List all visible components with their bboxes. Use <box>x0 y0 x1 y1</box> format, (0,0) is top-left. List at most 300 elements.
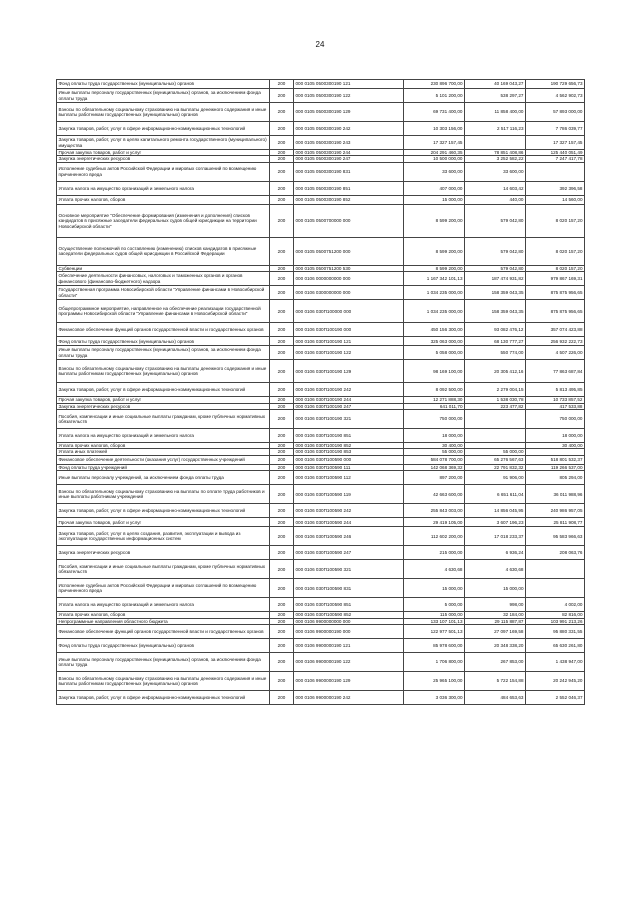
row-unexecuted-amount <box>526 579 585 598</box>
table-row <box>57 397 585 403</box>
row-name: Пособия, компенсации и иные социальные выплаты гражданам, кроме публичных нормативных обязательств <box>57 560 270 579</box>
row-classification-code: 000 0106 9900000190 122 <box>294 653 404 672</box>
row-executed-amount: 17 018 233,37 <box>465 527 526 546</box>
row-name: Прочая закупка товаров, работ и услуг <box>57 518 270 527</box>
row-unexecuted-amount: 875 875 956,65 <box>526 286 585 300</box>
table-row <box>57 122 585 136</box>
row-approved-amount: 8 092 500,00 <box>404 383 465 397</box>
row-classification-code: 000 0106 9900000190 000 <box>294 625 404 639</box>
table-row <box>57 527 585 546</box>
row-code: 200 <box>270 80 294 89</box>
row-executed-amount: 65 276 567,63 <box>465 455 526 464</box>
row-classification-code: 000 0105 0500751200 000 <box>294 237 404 265</box>
row-name: Уплата прочих налогов, сборов <box>57 443 270 449</box>
table-row <box>57 618 585 624</box>
row-code: 200 <box>270 672 294 691</box>
row-name: Прочая закупка товаров, работ и услуг <box>57 397 270 403</box>
table-row <box>57 300 585 323</box>
row-approved-amount: 5 058 000,00 <box>404 346 465 360</box>
row-unexecuted-amount: 8 020 157,20 <box>526 237 585 265</box>
row-approved-amount: 69 731 400,00 <box>404 103 465 122</box>
row-code: 200 <box>270 150 294 156</box>
row-classification-code: 000 0106 030П100590 119 <box>294 485 404 504</box>
row-classification-code: 000 0106 030П100190 853 <box>294 449 404 455</box>
row-code: 200 <box>270 286 294 300</box>
row-unexecuted-amount: 95 583 966,63 <box>526 527 585 546</box>
table-row <box>57 360 585 383</box>
row-approved-amount: 5 101 200,00 <box>404 89 465 103</box>
row-unexecuted-amount: 57 893 000,00 <box>526 103 585 122</box>
row-name: Закупка товаров, работ, услуг в сфере информационно-коммуникационных технологий <box>57 504 270 518</box>
row-classification-code: 000 0105 0500300190 129 <box>294 103 404 122</box>
budget-table <box>56 79 585 705</box>
row-name: Иные выплаты персоналу государственных (муниципальных) органов, за исключением фонда оплаты труда <box>57 653 270 672</box>
row-name: Государственная программа Новосибирской области "Управление финансами в Новосибирской области" <box>57 286 270 300</box>
row-approved-amount: 4 630,68 <box>404 560 465 579</box>
row-executed-amount: 3 607 196,23 <box>465 518 526 527</box>
row-code: 200 <box>270 443 294 449</box>
table-row <box>57 410 585 429</box>
row-executed-amount: 550 774,00 <box>465 346 526 360</box>
row-executed-amount: 40 169 043,27 <box>465 80 526 89</box>
row-approved-amount: 1 167 342 101,13 <box>404 272 465 286</box>
row-approved-amount: 8 599 200,00 <box>404 204 465 237</box>
row-name: Закупка энергетических ресурсов <box>57 403 270 409</box>
budget-table-body <box>57 80 585 705</box>
row-classification-code: 000 0105 0500300190 243 <box>294 136 404 150</box>
row-code: 200 <box>270 103 294 122</box>
row-classification-code: 000 0106 030П100590 831 <box>294 579 404 598</box>
row-name: Фонд оплаты труда государственных (муниципальных) органов <box>57 337 270 346</box>
row-executed-amount: 267 853,00 <box>465 653 526 672</box>
row-classification-code: 000 0105 0500300190 244 <box>294 150 404 156</box>
table-row <box>57 150 585 156</box>
row-approved-amount: 750 000,00 <box>404 410 465 429</box>
row-executed-amount: 579 042,80 <box>465 265 526 271</box>
row-classification-code: 000 0106 030П100590 851 <box>294 598 404 612</box>
table-row <box>57 80 585 89</box>
row-executed-amount: 93 082 476,12 <box>465 323 526 337</box>
row-approved-amount: 584 078 700,00 <box>404 455 465 464</box>
row-classification-code: 000 0106 030П100190 321 <box>294 410 404 429</box>
table-row <box>57 346 585 360</box>
row-code: 200 <box>270 639 294 653</box>
row-name: Непрограммные направления областного бюджета <box>57 618 270 624</box>
table-row <box>57 579 585 598</box>
row-approved-amount: 98 169 100,00 <box>404 360 465 383</box>
row-unexecuted-amount: 5 813 495,85 <box>526 383 585 397</box>
row-name: Исполнение судебных актов Российской Федерации и мировых соглашений по возмещению причиненного вреда <box>57 579 270 598</box>
row-classification-code: 000 0106 030П100190 244 <box>294 397 404 403</box>
row-executed-amount: 27 097 169,58 <box>465 625 526 639</box>
row-name: Основное мероприятие "Обеспечение формирования (изменения и дополнения) списков кандидатов в присяжные заседатели федеральных судов общей юрисдикции на территории Новосибирской области" <box>57 204 270 237</box>
table-row <box>57 672 585 691</box>
row-unexecuted-amount: 8 020 157,20 <box>526 265 585 271</box>
row-code: 200 <box>270 300 294 323</box>
row-code: 200 <box>270 272 294 286</box>
row-classification-code: 000 0106 030П100190 129 <box>294 360 404 383</box>
table-row <box>57 89 585 103</box>
row-name: Субвенции <box>57 265 270 271</box>
row-name: Уплата прочих налогов, сборов <box>57 195 270 204</box>
row-unexecuted-amount: 392 396,58 <box>526 181 585 195</box>
row-executed-amount: 1 538 030,78 <box>465 397 526 403</box>
row-executed-amount: 6 651 611,04 <box>465 485 526 504</box>
row-classification-code: 000 0106 030П100190 000 <box>294 323 404 337</box>
row-approved-amount: 122 977 501,13 <box>404 625 465 639</box>
row-unexecuted-amount: 190 729 656,73 <box>526 80 585 89</box>
table-row <box>57 136 585 150</box>
row-executed-amount: 2 517 116,23 <box>465 122 526 136</box>
row-code: 200 <box>270 518 294 527</box>
row-approved-amount: 12 271 888,30 <box>404 397 465 403</box>
row-unexecuted-amount: 7 786 039,77 <box>526 122 585 136</box>
row-approved-amount: 33 600,00 <box>404 162 465 181</box>
row-name: Закупка товаров, работ, услуг в целях создания, развития, эксплуатации и вывода из эксплуатации государственных информационных систем <box>57 527 270 546</box>
row-executed-amount: 14 603,42 <box>465 181 526 195</box>
row-executed-amount: 29 115 887,87 <box>465 618 526 624</box>
row-approved-amount: 897 200,00 <box>404 471 465 485</box>
row-executed-amount: 14 856 045,95 <box>465 504 526 518</box>
row-name: Пособия, компенсации и иные социальные выплаты гражданам, кроме публичных нормативных обязательств <box>57 410 270 429</box>
table-row <box>57 103 585 122</box>
row-code: 200 <box>270 546 294 560</box>
table-row <box>57 204 585 237</box>
row-approved-amount: 1 706 800,00 <box>404 653 465 672</box>
row-code: 200 <box>270 337 294 346</box>
table-row <box>57 625 585 639</box>
row-executed-amount: 20 348 338,20 <box>465 639 526 653</box>
table-row <box>57 237 585 265</box>
row-code: 200 <box>270 471 294 485</box>
row-unexecuted-amount <box>526 162 585 181</box>
row-code: 200 <box>270 449 294 455</box>
row-approved-amount: 8 599 200,00 <box>404 265 465 271</box>
row-name: Финансовое обеспечение функций органов государственной власти и государственных органов <box>57 625 270 639</box>
row-classification-code: 000 0106 9900000190 129 <box>294 672 404 691</box>
row-classification-code: 000 0105 0500700000 000 <box>294 204 404 237</box>
row-approved-amount: 42 663 600,00 <box>404 485 465 504</box>
row-name: Взносы по обязательному социальному страхованию на выплаты денежного содержания и иные выплаты работникам государственных (муниципальных) органов <box>57 672 270 691</box>
row-name: Взносы по обязательному социальному страхованию на выплаты денежного содержания и иные выплаты работникам государственных (муниципальных) органов <box>57 360 270 383</box>
row-code: 200 <box>270 579 294 598</box>
table-row <box>57 639 585 653</box>
row-approved-amount: 8 599 200,00 <box>404 237 465 265</box>
table-row <box>57 471 585 485</box>
row-code: 200 <box>270 560 294 579</box>
row-code: 200 <box>270 195 294 204</box>
row-unexecuted-amount: 208 063,76 <box>526 546 585 560</box>
row-executed-amount <box>465 410 526 429</box>
row-approved-amount: 10 303 156,00 <box>404 122 465 136</box>
row-unexecuted-amount: 95 880 331,55 <box>526 625 585 639</box>
table-row <box>57 546 585 560</box>
row-name: Осуществление полномочий по составлению (изменению) списков кандидатов в присяжные заседатели федеральных судов общей юрисдикции в Российской Федерации <box>57 237 270 265</box>
row-executed-amount: 998,00 <box>465 598 526 612</box>
row-executed-amount: 223 477,82 <box>465 403 526 409</box>
row-classification-code: 000 0105 0500300190 852 <box>294 195 404 204</box>
row-name: Взносы по обязательному социальному страхованию на выплаты по оплате труда работников и иные выплаты работникам учреждений <box>57 485 270 504</box>
row-executed-amount: 5 722 154,88 <box>465 672 526 691</box>
row-executed-amount: 440,00 <box>465 195 526 204</box>
row-classification-code: 000 0106 030П100590 112 <box>294 471 404 485</box>
row-name: Уплата прочих налогов, сборов <box>57 612 270 618</box>
page-number: 24 <box>315 40 325 49</box>
row-code: 200 <box>270 265 294 271</box>
row-unexecuted-amount: 18 000,00 <box>526 429 585 443</box>
row-approved-amount: 641 011,70 <box>404 403 465 409</box>
row-name: Исполнение судебных актов Российской Федерации и мировых соглашений по возмещению причиненного вреда <box>57 162 270 181</box>
row-approved-amount: 5 000,00 <box>404 598 465 612</box>
row-code: 200 <box>270 162 294 181</box>
table-row <box>57 272 585 286</box>
row-unexecuted-amount: 17 327 157,45 <box>526 136 585 150</box>
row-classification-code: 000 0105 0500300190 247 <box>294 156 404 162</box>
row-executed-amount: 91 906,00 <box>465 471 526 485</box>
row-unexecuted-amount: 30 400,00 <box>526 443 585 449</box>
row-approved-amount: 112 602 200,00 <box>404 527 465 546</box>
row-code: 200 <box>270 237 294 265</box>
row-executed-amount: 2 279 004,15 <box>465 383 526 397</box>
row-unexecuted-amount: 7 247 417,78 <box>526 156 585 162</box>
row-name: Уплата налога на имущество организаций и земельного налога <box>57 598 270 612</box>
row-unexecuted-amount: 36 011 988,96 <box>526 485 585 504</box>
row-executed-amount <box>465 136 526 150</box>
row-approved-amount: 10 500 000,00 <box>404 156 465 162</box>
row-name: Прочая закупка товаров, работ и услуг <box>57 150 270 156</box>
row-classification-code: 000 0105 0500300190 851 <box>294 181 404 195</box>
row-unexecuted-amount: 20 242 945,20 <box>526 672 585 691</box>
row-code: 200 <box>270 527 294 546</box>
row-name: Закупка энергетических ресурсов <box>57 546 270 560</box>
row-classification-code: 000 0106 030П100590 111 <box>294 464 404 470</box>
row-name: Фонд оплаты труда учреждений <box>57 464 270 470</box>
row-unexecuted-amount: 979 867 169,31 <box>526 272 585 286</box>
row-executed-amount: 20 305 412,16 <box>465 360 526 383</box>
table-row <box>57 323 585 337</box>
row-executed-amount: 68 130 777,27 <box>465 337 526 346</box>
table-row <box>57 286 585 300</box>
row-approved-amount: 115 000,00 <box>404 612 465 618</box>
row-classification-code: 000 0106 0000000000 000 <box>294 272 404 286</box>
row-approved-amount: 407 000,00 <box>404 181 465 195</box>
row-classification-code: 000 0105 0500300190 242 <box>294 122 404 136</box>
table-row <box>57 518 585 527</box>
row-name: Финансовое обеспечение деятельности (оказания услуг) государственных учреждений <box>57 455 270 464</box>
row-classification-code: 000 0106 9900000190 121 <box>294 639 404 653</box>
row-classification-code: 000 0106 9900000190 242 <box>294 691 404 705</box>
row-classification-code: 000 0106 030П100590 000 <box>294 455 404 464</box>
row-code: 200 <box>270 612 294 618</box>
row-name: Уплата налога на имущество организаций и земельного налога <box>57 181 270 195</box>
row-unexecuted-amount: 8 020 157,20 <box>526 204 585 237</box>
row-name: Уплата иных платежей <box>57 449 270 455</box>
row-approved-amount: 230 896 700,00 <box>404 80 465 89</box>
row-classification-code: 000 0106 030П100190 122 <box>294 346 404 360</box>
row-classification-code: 000 0106 030П100190 851 <box>294 429 404 443</box>
table-row <box>57 383 585 397</box>
table-row <box>57 485 585 504</box>
row-unexecuted-amount: 65 630 261,80 <box>526 639 585 653</box>
row-name: Финансовое обеспечение функций органов государственной власти и государственных органов <box>57 323 270 337</box>
row-code: 200 <box>270 625 294 639</box>
row-approved-amount: 18 000,00 <box>404 429 465 443</box>
row-approved-amount: 17 327 157,45 <box>404 136 465 150</box>
row-code: 200 <box>270 464 294 470</box>
row-unexecuted-amount: 82 816,00 <box>526 612 585 618</box>
table-row <box>57 429 585 443</box>
row-approved-amount: 15 000,00 <box>404 579 465 598</box>
row-name: Взносы по обязательному социальному страхованию на выплаты денежного содержания и иные выплаты работникам государственных (муниципальных) органов <box>57 103 270 122</box>
row-name: Уплата налога на имущество организаций и земельного налога <box>57 429 270 443</box>
row-code: 200 <box>270 156 294 162</box>
row-unexecuted-amount: 4 002,00 <box>526 598 585 612</box>
table-row <box>57 560 585 579</box>
table-row <box>57 337 585 346</box>
row-approved-amount: 255 843 003,00 <box>404 504 465 518</box>
row-unexecuted-amount: 750 000,00 <box>526 410 585 429</box>
row-executed-amount <box>465 429 526 443</box>
row-code: 200 <box>270 504 294 518</box>
row-unexecuted-amount: 77 863 687,84 <box>526 360 585 383</box>
row-classification-code: 000 0106 030П100190 247 <box>294 403 404 409</box>
row-code: 200 <box>270 346 294 360</box>
row-classification-code: 000 0106 030П100590 247 <box>294 546 404 560</box>
table-row <box>57 455 585 464</box>
row-code: 200 <box>270 403 294 409</box>
row-name: Фонд оплаты труда государственных (муниципальных) органов <box>57 80 270 89</box>
row-code: 200 <box>270 397 294 403</box>
row-name: Фонд оплаты труда государственных (муниципальных) органов <box>57 639 270 653</box>
row-executed-amount: 6 936,24 <box>465 546 526 560</box>
row-classification-code: 000 0106 030П100590 852 <box>294 612 404 618</box>
row-executed-amount: 11 858 400,00 <box>465 103 526 122</box>
row-classification-code: 000 0106 030П100590 242 <box>294 504 404 518</box>
row-unexecuted-amount: 2 552 046,37 <box>526 691 585 705</box>
row-executed-amount: 579 042,80 <box>465 204 526 237</box>
row-unexecuted-amount: 10 733 857,52 <box>526 397 585 403</box>
row-unexecuted-amount: 125 440 051,49 <box>526 150 585 156</box>
row-unexecuted-amount: 417 533,88 <box>526 403 585 409</box>
row-classification-code: 000 0106 030П100000 000 <box>294 300 404 323</box>
row-executed-amount: 538 297,27 <box>465 89 526 103</box>
row-unexecuted-amount: 4 562 902,73 <box>526 89 585 103</box>
row-executed-amount: 15 000,00 <box>465 579 526 598</box>
table-row <box>57 691 585 705</box>
row-classification-code: 000 0106 030П100590 246 <box>294 527 404 546</box>
row-approved-amount: 1 034 235 000,00 <box>404 300 465 323</box>
row-unexecuted-amount: 518 801 532,37 <box>526 455 585 464</box>
row-approved-amount: 142 068 369,32 <box>404 464 465 470</box>
row-unexecuted-amount <box>526 560 585 579</box>
row-name: Иные выплаты персоналу государственных (муниципальных) органов, за исключением фонда оплаты труда <box>57 89 270 103</box>
row-name: Закупка товаров, работ, услуг в сфере информационно-коммуникационных технологий <box>57 122 270 136</box>
row-approved-amount: 133 107 101,13 <box>404 618 465 624</box>
row-approved-amount: 15 000,00 <box>404 195 465 204</box>
row-classification-code: 000 0106 0300000000 000 <box>294 286 404 300</box>
row-code: 200 <box>270 383 294 397</box>
row-name: Закупка энергетических ресурсов <box>57 156 270 162</box>
row-executed-amount: 55 000,00 <box>465 449 526 455</box>
row-executed-amount: 187 474 931,82 <box>465 272 526 286</box>
row-unexecuted-amount: 4 507 226,00 <box>526 346 585 360</box>
row-approved-amount: 215 000,00 <box>404 546 465 560</box>
table-row <box>57 653 585 672</box>
row-code: 200 <box>270 653 294 672</box>
row-code: 200 <box>270 429 294 443</box>
row-name: Иные выплаты персоналу государственных (муниципальных) органов, за исключением фонда оплаты труда <box>57 346 270 360</box>
row-unexecuted-amount: 875 875 956,65 <box>526 300 585 323</box>
row-classification-code: 000 0106 030П100190 121 <box>294 337 404 346</box>
row-unexecuted-amount: 14 560,00 <box>526 195 585 204</box>
row-executed-amount: 158 359 043,35 <box>465 286 526 300</box>
row-classification-code: 000 0106 030П100590 244 <box>294 518 404 527</box>
row-unexecuted-amount: 256 932 222,73 <box>526 337 585 346</box>
row-approved-amount: 204 291 460,35 <box>404 150 465 156</box>
row-classification-code: 000 0105 0500300190 831 <box>294 162 404 181</box>
row-code: 200 <box>270 323 294 337</box>
row-unexecuted-amount: 25 811 908,77 <box>526 518 585 527</box>
table-row <box>57 504 585 518</box>
row-code: 200 <box>270 618 294 624</box>
row-approved-amount: 25 965 100,00 <box>404 672 465 691</box>
row-executed-amount: 4 630,68 <box>465 560 526 579</box>
row-code: 200 <box>270 360 294 383</box>
row-classification-code: 000 0106 9900000000 000 <box>294 618 404 624</box>
row-approved-amount: 450 156 300,00 <box>404 323 465 337</box>
row-approved-amount: 30 400,00 <box>404 443 465 449</box>
row-unexecuted-amount: 240 986 957,05 <box>526 504 585 518</box>
row-classification-code: 000 0105 0500300190 122 <box>294 89 404 103</box>
row-unexecuted-amount: 805 294,00 <box>526 471 585 485</box>
row-executed-amount: 3 252 582,22 <box>465 156 526 162</box>
row-approved-amount: 3 036 300,00 <box>404 691 465 705</box>
row-approved-amount: 85 978 600,00 <box>404 639 465 653</box>
table-row <box>57 195 585 204</box>
row-name: Закупка товаров, работ, услуг в сфере информационно-коммуникационных технологий <box>57 691 270 705</box>
row-executed-amount: 32 184,00 <box>465 612 526 618</box>
row-unexecuted-amount: 357 074 423,88 <box>526 323 585 337</box>
table-row <box>57 162 585 181</box>
row-code: 200 <box>270 122 294 136</box>
row-code: 200 <box>270 410 294 429</box>
table-row <box>57 598 585 612</box>
row-executed-amount: 484 653,63 <box>465 691 526 705</box>
row-executed-amount: 22 791 832,32 <box>465 464 526 470</box>
row-classification-code: 000 0105 0500751200 530 <box>294 265 404 271</box>
row-name: Иные выплаты персоналу учреждений, за исключением фонда оплаты труда <box>57 471 270 485</box>
row-executed-amount: 158 359 043,35 <box>465 300 526 323</box>
row-code: 200 <box>270 136 294 150</box>
row-classification-code: 000 0106 030П100590 321 <box>294 560 404 579</box>
row-name: Закупка товаров, работ, услуг в сфере информационно-коммуникационных технологий <box>57 383 270 397</box>
row-unexecuted-amount: 1 438 947,00 <box>526 653 585 672</box>
row-code: 200 <box>270 204 294 237</box>
row-code: 200 <box>270 485 294 504</box>
row-approved-amount: 1 034 235 000,00 <box>404 286 465 300</box>
row-executed-amount: 33 600,00 <box>465 162 526 181</box>
row-classification-code: 000 0106 030П100190 852 <box>294 443 404 449</box>
row-unexecuted-amount: 119 266 537,00 <box>526 464 585 470</box>
row-code: 200 <box>270 89 294 103</box>
row-approved-amount: 55 000,00 <box>404 449 465 455</box>
row-classification-code: 000 0105 0500300190 121 <box>294 80 404 89</box>
row-code: 200 <box>270 691 294 705</box>
row-approved-amount: 325 063 000,00 <box>404 337 465 346</box>
row-name: Обеспечение деятельности финансовых, налоговых и таможенных органов и органов финансового (финансово-бюджетного) надзора <box>57 272 270 286</box>
row-name: Закупка товаров, работ, услуг в целях капитального ремонта государственного (муниципального) имущества <box>57 136 270 150</box>
row-classification-code: 000 0106 030П100190 242 <box>294 383 404 397</box>
